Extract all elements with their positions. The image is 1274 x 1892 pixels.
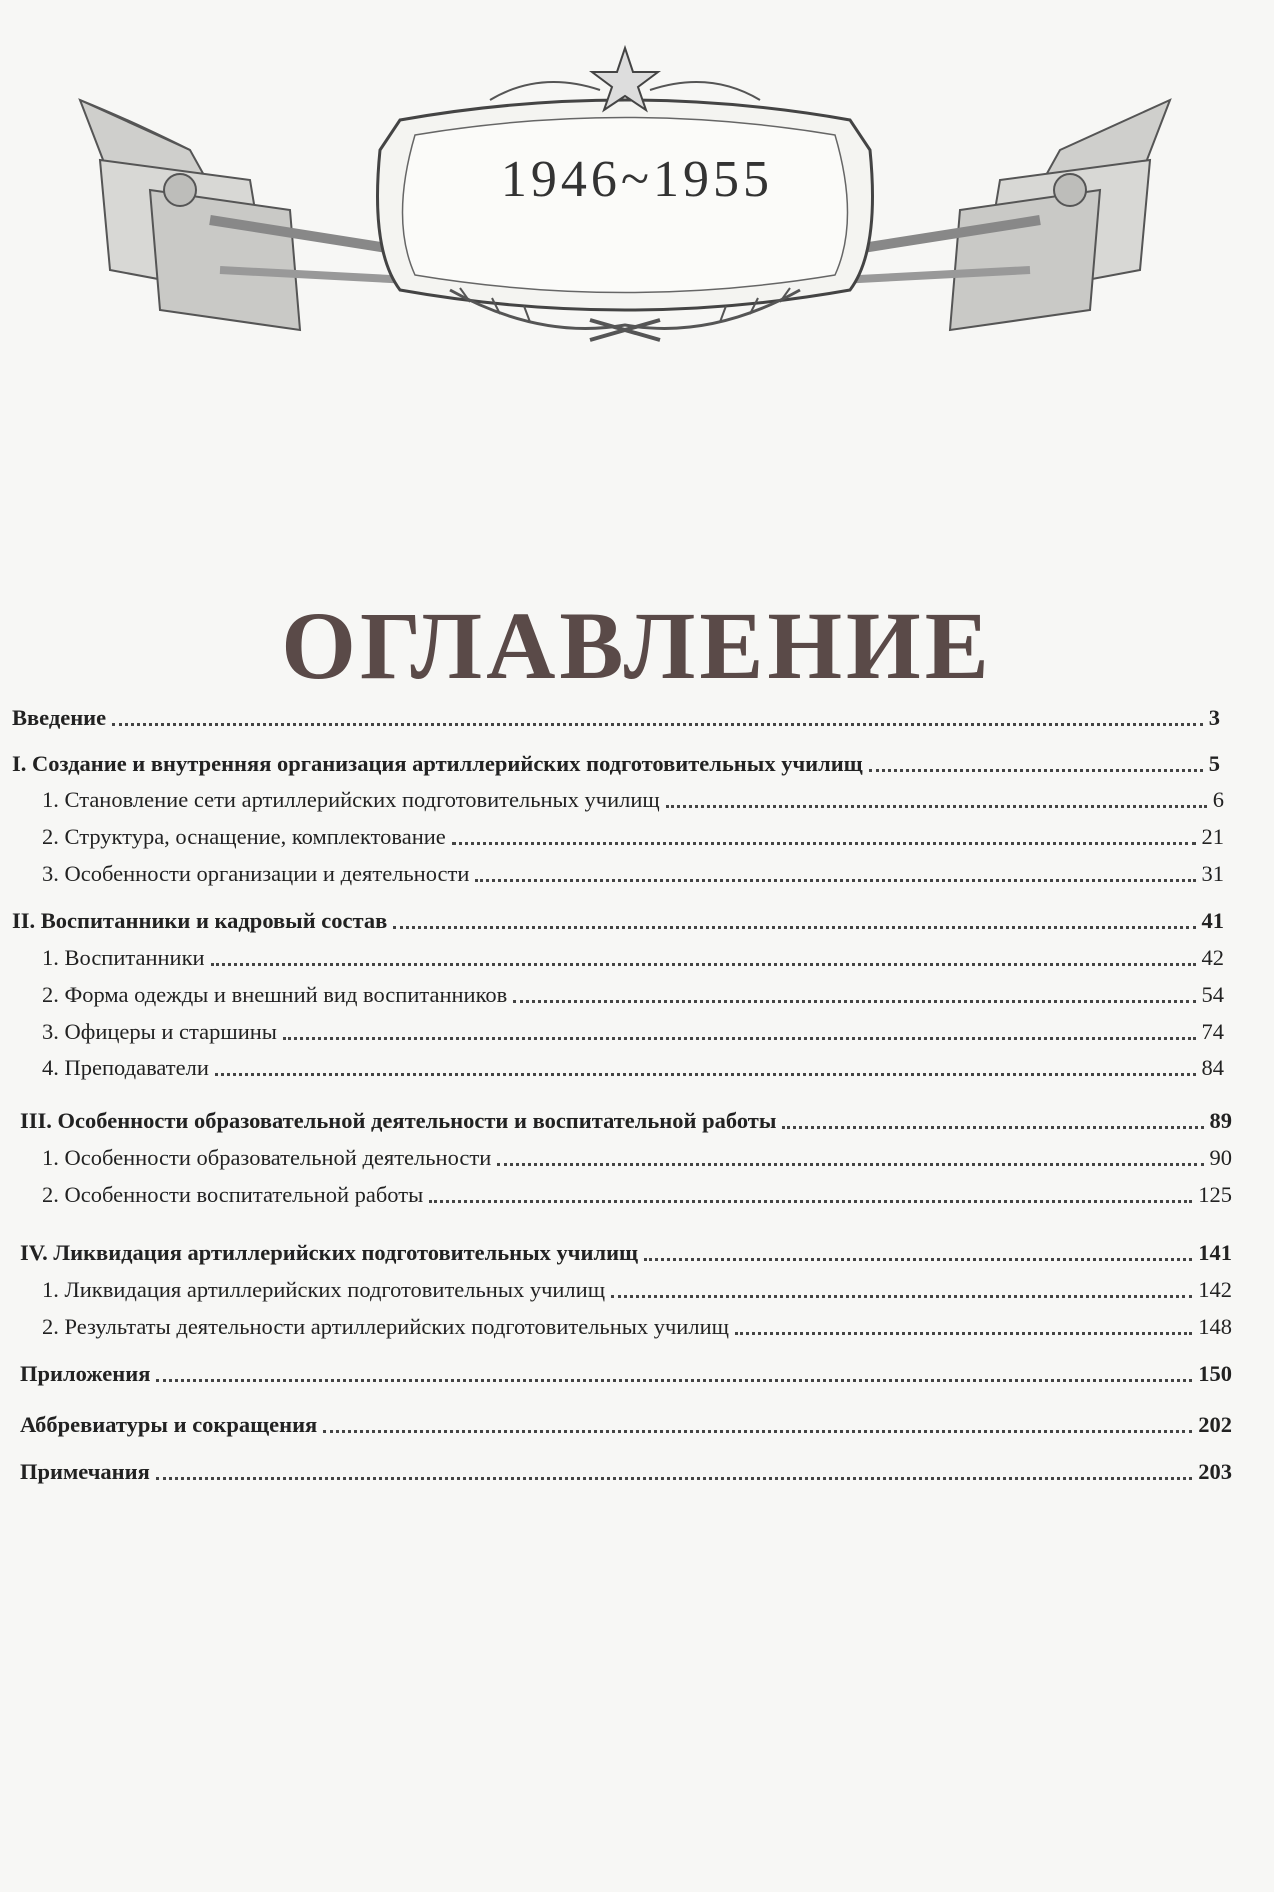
toc-entry-title: 2. Форма одежды и внешний вид воспитанников — [42, 982, 508, 1007]
dot-leader — [211, 962, 1196, 966]
page-title: ОГЛАВЛЕНИЕ — [281, 592, 993, 699]
toc-entry — [42, 859, 1224, 889]
toc-entry — [42, 943, 1224, 973]
toc-entry-title: I. Создание и внутренняя организация артиллерийских подготовительных училищ — [12, 751, 863, 776]
dot-leader — [156, 1378, 1192, 1382]
toc-entry-page-number: 150 — [1198, 1361, 1232, 1386]
toc-entry — [12, 749, 1220, 779]
toc-entry — [42, 785, 1224, 815]
toc-entry — [20, 1359, 1232, 1389]
dot-leader — [666, 804, 1207, 808]
toc-entry-page-number: 125 — [1198, 1182, 1232, 1207]
dot-leader — [782, 1125, 1203, 1129]
toc-entry-title: III. Особенности образовательной деятельности и воспитательной работы — [20, 1108, 777, 1133]
toc-entry-page-number: 89 — [1209, 1108, 1232, 1133]
toc-entry — [12, 703, 1220, 733]
toc-entry-page-number: 90 — [1209, 1145, 1232, 1170]
toc-entry-title: 3. Особенности организации и деятельности — [42, 861, 470, 886]
toc-entry — [42, 1053, 1224, 1083]
toc-entry-page-number: 148 — [1198, 1314, 1232, 1339]
toc-entry-page-number: 203 — [1198, 1459, 1232, 1484]
toc-entry-page-number: 84 — [1201, 1055, 1224, 1080]
toc-entry-page-number: 74 — [1201, 1019, 1224, 1044]
toc-entry-title: IV. Ликвидация артиллерийских подготовительных училищ — [20, 1240, 639, 1265]
toc-entry-page-number: 6 — [1212, 787, 1224, 812]
toc-entry-title: 1. Становление сети артиллерийских подготовительных училищ — [42, 787, 660, 812]
dot-leader — [429, 1199, 1192, 1203]
toc-entry-page-number: 3 — [1208, 705, 1220, 730]
toc-entry — [42, 980, 1224, 1010]
toc-entry-page-number: 54 — [1201, 982, 1224, 1007]
toc-entry-title: 1. Воспитанники — [42, 945, 205, 970]
toc-entry — [42, 1143, 1232, 1173]
toc-entry — [20, 1238, 1232, 1268]
toc-entry-title: II. Воспитанники и кадровый состав — [12, 908, 388, 933]
toc-entry — [42, 1312, 1232, 1342]
toc-entry-title: 1. Ликвидация артиллерийских подготовительных училищ — [42, 1277, 606, 1302]
toc-entry-page-number: 42 — [1201, 945, 1224, 970]
dot-leader — [112, 722, 1203, 726]
toc-entry-title: 3. Офицеры и старшины — [42, 1019, 277, 1044]
dot-leader — [497, 1162, 1203, 1166]
toc-entry — [42, 1180, 1232, 1210]
toc-entry — [42, 822, 1224, 852]
dot-leader — [735, 1331, 1192, 1335]
toc-entry-page-number: 21 — [1201, 824, 1224, 849]
toc-entry-title: 2. Структура, оснащение, комплектование — [42, 824, 446, 849]
toc-entry-page-number: 142 — [1198, 1277, 1232, 1302]
toc-entry-title: Введение — [12, 705, 107, 730]
toc-entry — [20, 1410, 1232, 1440]
toc-entry-page-number: 5 — [1208, 751, 1220, 776]
toc-entry-page-number: 202 — [1198, 1412, 1232, 1437]
dot-leader — [283, 1036, 1196, 1040]
dot-leader — [215, 1072, 1196, 1076]
dot-leader — [156, 1476, 1192, 1480]
toc-entry — [20, 1457, 1232, 1487]
toc-entry-title: 4. Преподаватели — [42, 1055, 209, 1080]
toc-entry-page-number: 31 — [1201, 861, 1224, 886]
toc-entry-title: Примечания — [20, 1459, 150, 1484]
year-range-label: 1946~1955 — [500, 151, 774, 208]
toc-entry-page-number: 41 — [1201, 908, 1224, 933]
toc-entry-title: 1. Особенности образовательной деятельности — [42, 1145, 492, 1170]
toc-entry-title: 2. Результаты деятельности артиллерийских подготовительных училищ — [42, 1314, 729, 1339]
toc-entry — [42, 1017, 1224, 1047]
dot-leader — [452, 841, 1196, 845]
toc-entry — [20, 1106, 1232, 1136]
toc-entry — [12, 906, 1224, 936]
toc-entry-page-number: 141 — [1198, 1240, 1232, 1265]
dot-leader — [869, 768, 1203, 772]
dot-leader — [393, 925, 1195, 929]
dot-leader — [323, 1429, 1192, 1433]
toc-entry — [42, 1275, 1232, 1305]
dot-leader — [611, 1294, 1192, 1298]
toc-entry-title: Приложения — [20, 1361, 151, 1386]
dot-leader — [475, 878, 1195, 882]
toc-entry-title: 2. Особенности воспитательной работы — [42, 1182, 424, 1207]
dot-leader — [644, 1257, 1192, 1261]
toc-entry-title: Аббревиатуры и сокращения — [20, 1412, 318, 1437]
dot-leader — [513, 999, 1195, 1003]
